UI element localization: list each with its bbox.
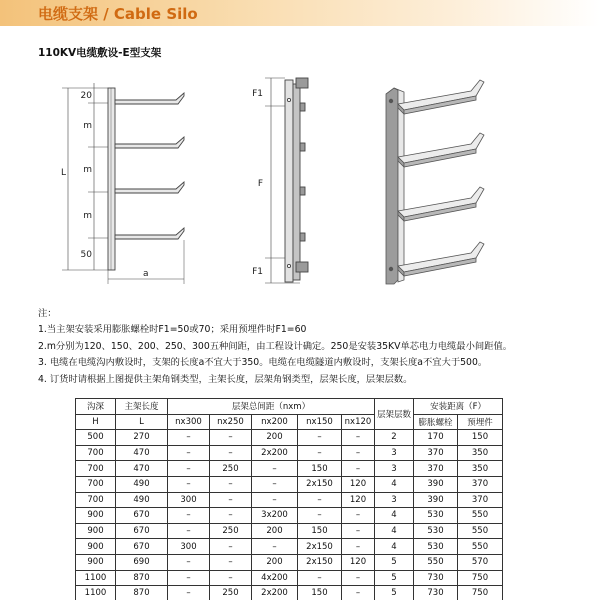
table-cell: 1100: [76, 570, 116, 586]
col-header-embed: 预埋件: [458, 414, 503, 430]
table-cell: 2x150: [298, 554, 342, 570]
table-cell: 370: [458, 492, 503, 508]
table-cell: –: [252, 492, 298, 508]
table-cell: 200: [252, 554, 298, 570]
table-cell: –: [298, 508, 342, 524]
table-cell: –: [210, 430, 252, 446]
col-header-install-distance: 安装距离（F）: [414, 399, 503, 415]
table-cell: 670: [116, 523, 168, 539]
table-cell: 490: [116, 492, 168, 508]
dim-label-L: L: [60, 168, 66, 178]
table-cell: 200: [252, 430, 298, 446]
table-cell: 4: [375, 539, 414, 555]
table-cell: –: [342, 430, 375, 446]
table-cell: 690: [116, 554, 168, 570]
notes-block: [38, 306, 512, 388]
table-cell: 3: [375, 461, 414, 477]
table-subheader-row: [76, 414, 503, 430]
table-cell: –: [168, 570, 210, 586]
table-cell: 730: [414, 570, 458, 586]
table-cell: –: [210, 445, 252, 461]
col-header-n150: nx150: [298, 414, 342, 430]
page-title: 电缆支架 / Cable Silo: [38, 5, 198, 23]
table-cell: –: [210, 476, 252, 492]
table-cell: 300: [168, 539, 210, 555]
table-cell: 900: [76, 554, 116, 570]
col-header-ditch-depth: 沟深: [76, 399, 116, 415]
table-cell: 390: [414, 476, 458, 492]
table-cell: –: [168, 508, 210, 524]
table-cell: 5: [375, 586, 414, 600]
table-row: [76, 570, 503, 586]
table-row: [76, 461, 503, 477]
table-cell: 3x200: [252, 508, 298, 524]
table-cell: –: [342, 445, 375, 461]
table-cell: 500: [76, 430, 116, 446]
col-header-main-length: 主架长度: [116, 399, 168, 415]
table-cell: 120: [342, 476, 375, 492]
table-cell: 870: [116, 586, 168, 600]
table-cell: 670: [116, 539, 168, 555]
section-title: 110KV电缆敷设-E型支架: [38, 47, 162, 59]
side-view-drawing: [265, 78, 308, 283]
table-cell: –: [168, 586, 210, 600]
table-row: [76, 476, 503, 492]
col-header-n200: nx200: [252, 414, 298, 430]
col-header-spacing: 层架总间距（nxm）: [168, 399, 375, 415]
table-cell: –: [210, 554, 252, 570]
table-cell: 550: [458, 508, 503, 524]
table-cell: –: [342, 461, 375, 477]
table-row: [76, 586, 503, 600]
table-cell: 550: [458, 523, 503, 539]
table-row: [76, 445, 503, 461]
table-cell: –: [210, 508, 252, 524]
table-row: [76, 539, 503, 555]
table-cell: 150: [298, 586, 342, 600]
table-cell: –: [298, 492, 342, 508]
table-cell: 120: [342, 492, 375, 508]
table-cell: 2x150: [298, 476, 342, 492]
table-cell: 900: [76, 539, 116, 555]
table-cell: 370: [414, 461, 458, 477]
table-cell: –: [342, 539, 375, 555]
table-row: [76, 554, 503, 570]
table-cell: 700: [76, 476, 116, 492]
table-cell: 120: [342, 554, 375, 570]
table-cell: 300: [168, 492, 210, 508]
iso-arm-2: [398, 133, 484, 167]
col-header-n250: nx250: [210, 414, 252, 430]
spec-table: [75, 398, 503, 600]
table-cell: –: [342, 523, 375, 539]
table-cell: 3: [375, 492, 414, 508]
table-cell: 470: [116, 461, 168, 477]
table-cell: 2x200: [252, 586, 298, 600]
col-header-H: H: [76, 414, 116, 430]
table-cell: 350: [458, 445, 503, 461]
table-cell: –: [342, 508, 375, 524]
table-cell: 750: [458, 570, 503, 586]
col-header-bolt: 膨胀螺栓: [414, 414, 458, 430]
table-cell: 3: [375, 445, 414, 461]
table-cell: 550: [414, 554, 458, 570]
table-cell: –: [210, 570, 252, 586]
table-cell: 2x200: [252, 445, 298, 461]
table-cell: 750: [458, 586, 503, 600]
col-header-layers: 层架层数: [375, 399, 414, 430]
table-cell: –: [252, 539, 298, 555]
dim-label-F: F: [257, 179, 263, 189]
table-cell: –: [298, 430, 342, 446]
table-cell: 700: [76, 461, 116, 477]
table-cell: –: [252, 476, 298, 492]
table-cell: 530: [414, 508, 458, 524]
table-cell: 670: [116, 508, 168, 524]
table-cell: –: [342, 570, 375, 586]
table-cell: 370: [458, 476, 503, 492]
table-cell: 530: [414, 539, 458, 555]
dim-label-a: a: [143, 269, 149, 279]
table-cell: 2x150: [298, 539, 342, 555]
table-cell: 470: [116, 445, 168, 461]
dim-label-F1-top: F1: [252, 89, 263, 99]
table-cell: 5: [375, 554, 414, 570]
table-cell: 550: [458, 539, 503, 555]
iso-arm-1: [398, 80, 484, 114]
table-cell: 900: [76, 508, 116, 524]
note-item: 1.当主架安装采用膨胀螺栓时F1=50或70；采用预埋件时F1=60: [38, 324, 307, 336]
table-cell: 530: [414, 523, 458, 539]
table-cell: 4: [375, 476, 414, 492]
table-cell: –: [298, 445, 342, 461]
table-cell: –: [168, 476, 210, 492]
table-cell: 150: [458, 430, 503, 446]
table-cell: 390: [414, 492, 458, 508]
dim-label-spacing-1: m: [83, 121, 92, 131]
table-cell: 250: [210, 586, 252, 600]
table-cell: 250: [210, 523, 252, 539]
note-item: 3. 电缆在电缆沟内敷设时，支架的长度a不宜大于350。电缆在电缆隧道内敷设时，支架长度a不宜大于500。: [38, 357, 488, 369]
isometric-view-drawing: [386, 80, 484, 284]
table-cell: 370: [414, 445, 458, 461]
table-cell: –: [168, 554, 210, 570]
col-header-L: L: [116, 414, 168, 430]
dim-label-spacing-2: m: [83, 165, 92, 175]
table-cell: –: [168, 523, 210, 539]
table-cell: 570: [458, 554, 503, 570]
table-row: [76, 523, 503, 539]
dim-label-spacing-3: m: [83, 211, 92, 221]
table-cell: 200: [252, 523, 298, 539]
e-bracket-drawings: [0, 60, 600, 295]
notes-heading: 注：: [38, 308, 57, 319]
table-cell: 900: [76, 523, 116, 539]
table-cell: 700: [76, 492, 116, 508]
table-cell: 4: [375, 523, 414, 539]
table-cell: –: [252, 461, 298, 477]
note-item: 4. 订货时请根据上图提供主架角钢类型，主架长度，层架角钢类型，层架长度，层架层数。: [38, 373, 413, 385]
table-row: [76, 508, 503, 524]
table-cell: 150: [298, 461, 342, 477]
table-cell: 350: [458, 461, 503, 477]
table-cell: –: [168, 430, 210, 446]
table-cell: 730: [414, 586, 458, 600]
table-cell: 150: [298, 523, 342, 539]
table-cell: 4: [375, 508, 414, 524]
table-cell: –: [168, 445, 210, 461]
dim-label-top-gap: 20: [80, 91, 92, 101]
table-cell: 870: [116, 570, 168, 586]
table-header-row: [76, 399, 503, 415]
table-cell: –: [168, 461, 210, 477]
table-cell: 700: [76, 445, 116, 461]
iso-arm-4: [398, 242, 484, 276]
table-cell: 270: [116, 430, 168, 446]
dim-label-F1-bottom: F1: [252, 267, 263, 277]
table-row: [76, 492, 503, 508]
table-cell: 250: [210, 461, 252, 477]
note-item: 2.m分别为120、150、200、250、300五种间距，由工程设计确定。250是安装35KV单芯电力电缆最小间距值。: [38, 340, 513, 352]
iso-arm-3: [398, 187, 484, 221]
table-cell: 5: [375, 570, 414, 586]
table-cell: –: [342, 586, 375, 600]
table-row: [76, 430, 503, 446]
table-cell: 4x200: [252, 570, 298, 586]
table-cell: 2: [375, 430, 414, 446]
table-cell: 170: [414, 430, 458, 446]
table-cell: –: [298, 570, 342, 586]
col-header-n120: nx120: [342, 414, 375, 430]
table-cell: 490: [116, 476, 168, 492]
dim-label-bottom-gap: 50: [80, 250, 92, 260]
table-cell: 1100: [76, 586, 116, 600]
table-cell: –: [210, 539, 252, 555]
table-cell: –: [210, 492, 252, 508]
col-header-n300: nx300: [168, 414, 210, 430]
